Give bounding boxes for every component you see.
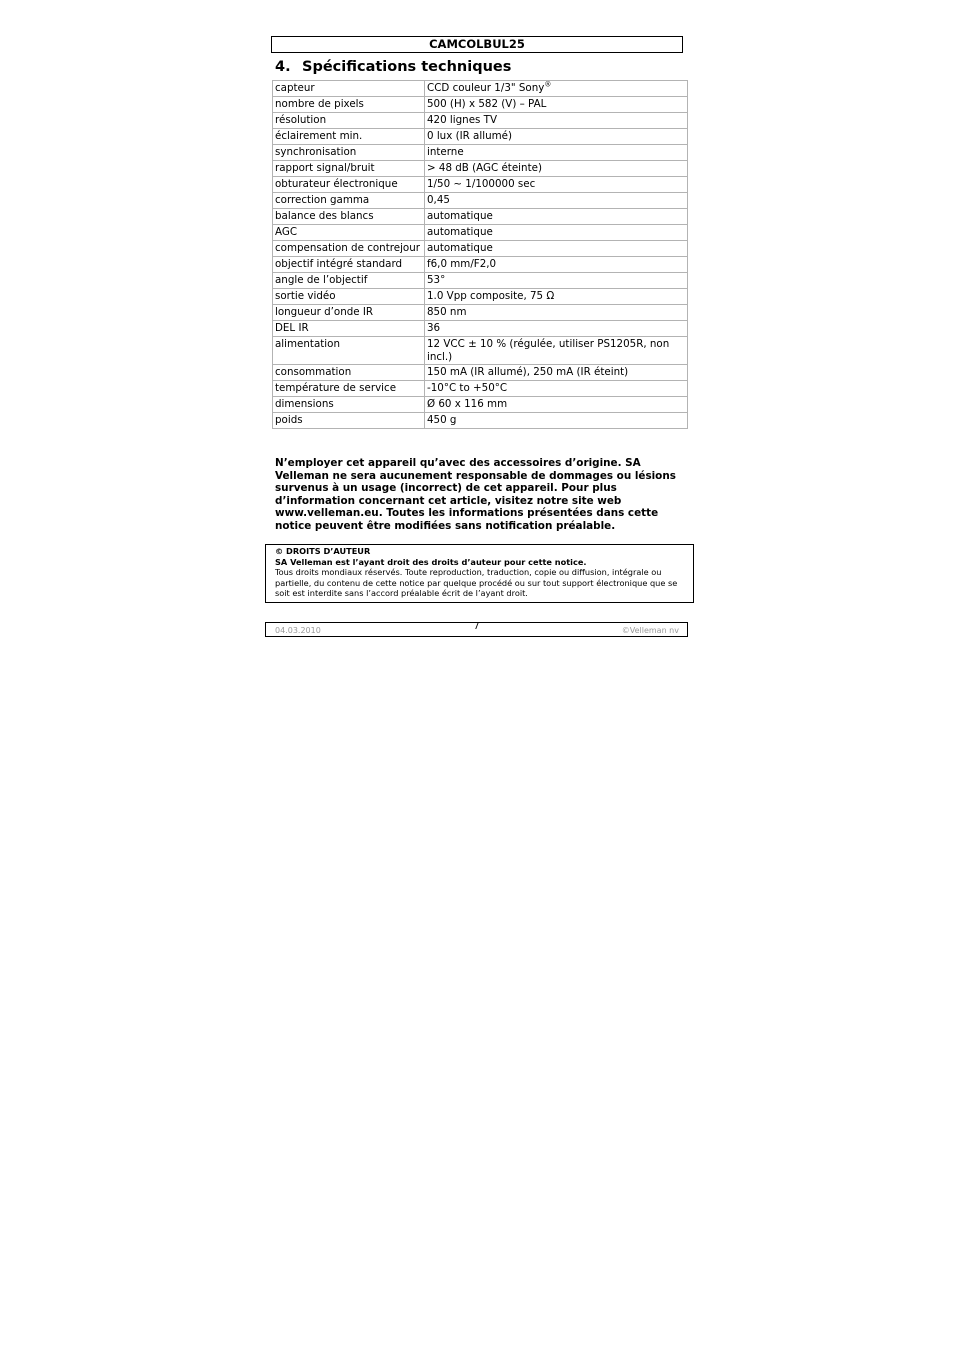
page-footer xyxy=(265,622,688,637)
table-row xyxy=(273,365,688,381)
spec-value-text: automatique xyxy=(427,226,493,238)
spec-label: nombre de pixels xyxy=(273,97,425,113)
spec-value-text: automatique xyxy=(427,242,493,254)
spec-value xyxy=(425,193,688,209)
spec-value xyxy=(425,81,688,97)
spec-value-text: 500 (H) x 582 (V) – PAL xyxy=(427,98,547,110)
table-row xyxy=(273,381,688,397)
spec-label: éclairement min. xyxy=(273,129,425,145)
section-title xyxy=(275,57,511,77)
footer-copyright: ©Velleman nv xyxy=(621,626,679,635)
spec-label: poids xyxy=(273,413,425,429)
spec-value-text: 450 g xyxy=(427,414,457,426)
spec-label: rapport signal/bruit xyxy=(273,161,425,177)
table-row xyxy=(273,177,688,193)
spec-value xyxy=(425,305,688,321)
spec-value-text: 0,45 xyxy=(427,194,450,206)
spec-value xyxy=(425,397,688,413)
spec-value-text: 1/50 ~ 1/100000 sec xyxy=(427,178,536,190)
registered-mark: ® xyxy=(544,80,552,89)
spec-label: alimentation xyxy=(273,337,425,365)
table-row xyxy=(273,241,688,257)
spec-value xyxy=(425,129,688,145)
spec-value-text: 36 xyxy=(427,322,441,334)
spec-label: obturateur électronique xyxy=(273,177,425,193)
spec-label: correction gamma xyxy=(273,193,425,209)
copyright-owner: SA Velleman est l’ayant droit des droits d’auteur pour cette notice. xyxy=(275,556,587,567)
spec-value xyxy=(425,289,688,305)
spec-label: sortie vidéo xyxy=(273,289,425,305)
spec-value xyxy=(425,97,688,113)
spec-label: température de service xyxy=(273,381,425,397)
section-title-text: Spécifications techniques xyxy=(302,59,512,75)
table-row xyxy=(273,193,688,209)
spec-value-text: > 48 dB (AGC éteinte) xyxy=(427,162,542,174)
spec-label: consommation xyxy=(273,365,425,381)
table-row xyxy=(273,209,688,225)
spec-value-text: 420 lignes TV xyxy=(427,114,498,126)
spec-label: capteur xyxy=(273,81,425,97)
section-number: 4. xyxy=(275,59,291,75)
table-row xyxy=(273,273,688,289)
spec-label: balance des blancs xyxy=(273,209,425,225)
table-row xyxy=(273,337,688,365)
table-row xyxy=(273,397,688,413)
specifications-table xyxy=(272,80,688,429)
spec-value-text: interne xyxy=(427,146,464,158)
usage-notice: N’employer cet appareil qu’avec des accessoires d’origine. SA Velleman ne sera aucunement responsable de dommages ou lésions survenus à un usage (incorrect) de cet appareil. Pour plus d’information concernant cet article, visitez notre site web www.velleman.eu. Toutes les informations présentées dans cette notice peuvent être modifiées sans notification préalable. xyxy=(275,457,676,532)
spec-label: compensation de contrejour xyxy=(273,241,425,257)
spec-value-text: 0 lux (IR allumé) xyxy=(427,130,512,142)
table-row xyxy=(273,129,688,145)
table-row xyxy=(273,81,688,97)
table-row xyxy=(273,113,688,129)
spec-value xyxy=(425,177,688,193)
spec-value xyxy=(425,241,688,257)
table-row xyxy=(273,161,688,177)
spec-value-text: -10°C to +50°C xyxy=(427,382,508,394)
spec-label: dimensions xyxy=(273,397,425,413)
table-row xyxy=(273,257,688,273)
spec-label: résolution xyxy=(273,113,425,129)
copyright-box xyxy=(265,544,694,603)
spec-value xyxy=(425,113,688,129)
spec-value xyxy=(425,161,688,177)
copyright-heading: © DROITS D’AUTEUR xyxy=(275,546,371,556)
spec-value-text: f6,0 mm/F2,0 xyxy=(427,258,497,270)
table-row xyxy=(273,305,688,321)
spec-value xyxy=(425,321,688,337)
spec-value xyxy=(425,413,688,429)
table-row xyxy=(273,321,688,337)
table-row xyxy=(273,413,688,429)
spec-value xyxy=(425,225,688,241)
spec-label: synchronisation xyxy=(273,145,425,161)
copyright-body: Tous droits mondiaux réservés. Toute reproduction, traduction, copie ou diffusion, intégrale ou partielle, du contenu de cette notice par quelque procédé ou sur tout support électronique que se soit est interdite sans l’accord préalable écrit de l’ayant droit. xyxy=(275,567,678,598)
table-row xyxy=(273,225,688,241)
spec-value-text: 150 mA (IR allumé), 250 mA (IR éteint) xyxy=(427,366,629,378)
spec-label: angle de l’objectif xyxy=(273,273,425,289)
spec-value-text: CCD couleur 1/3" Sony xyxy=(427,82,545,94)
spec-value xyxy=(425,145,688,161)
spec-value xyxy=(425,337,688,365)
page-number: 7 xyxy=(473,621,480,632)
spec-value-text: 53° xyxy=(427,274,446,286)
spec-value-text: automatique xyxy=(427,210,493,222)
spec-label: longueur d’onde IR xyxy=(273,305,425,321)
spec-value xyxy=(425,273,688,289)
table-row xyxy=(273,145,688,161)
spec-value-text: 1.0 Vpp composite, 75 Ω xyxy=(427,290,555,302)
table-row xyxy=(273,289,688,305)
table-row xyxy=(273,97,688,113)
spec-label: AGC xyxy=(273,225,425,241)
footer-date: 04.03.2010 xyxy=(275,626,321,635)
spec-label: DEL IR xyxy=(273,321,425,337)
spec-label: objectif intégré standard xyxy=(273,257,425,273)
spec-value-text: 12 VCC ± 10 % (régulée, utiliser PS1205R, non incl.) xyxy=(427,338,670,363)
spec-value xyxy=(425,257,688,273)
spec-value-text: Ø 60 x 116 mm xyxy=(427,398,508,410)
model-header: CAMCOLBUL25 xyxy=(271,36,683,53)
spec-value xyxy=(425,209,688,225)
spec-value-text: 850 nm xyxy=(427,306,467,318)
spec-value xyxy=(425,365,688,381)
spec-value xyxy=(425,381,688,397)
